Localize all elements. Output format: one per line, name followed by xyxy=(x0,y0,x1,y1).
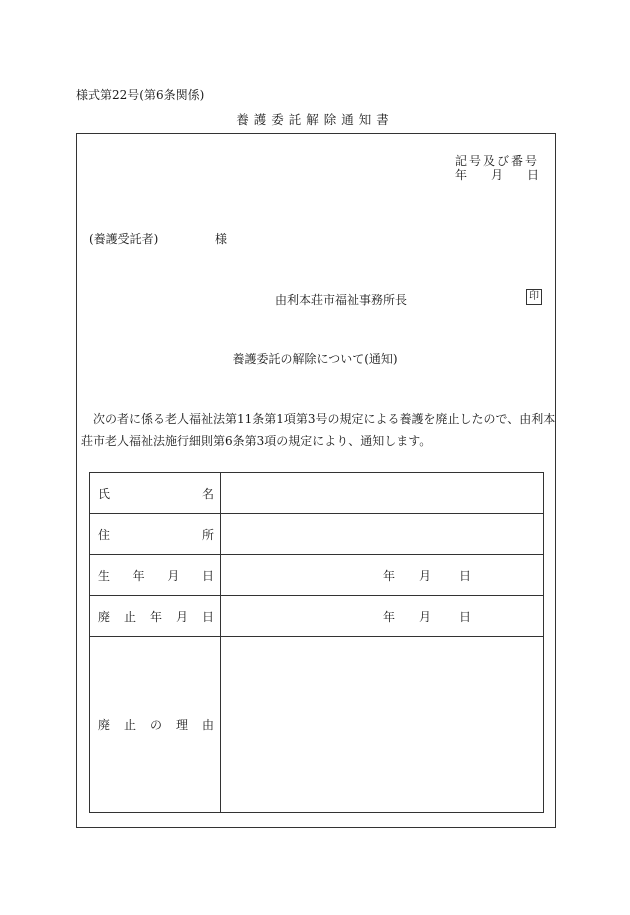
row-name xyxy=(90,473,544,514)
label-char: 氏 xyxy=(98,486,111,501)
label-char: 所 xyxy=(201,527,214,542)
issue-date-day: 日 xyxy=(526,168,539,182)
label-char: 生 xyxy=(98,568,111,583)
label-char: 月 xyxy=(167,568,180,583)
label-char: 住 xyxy=(98,527,111,542)
row-termination-reason-label xyxy=(90,637,221,813)
label-char: 廃 xyxy=(98,718,111,732)
name-value-cell[interactable] xyxy=(221,473,544,514)
termination-date-day: 日 xyxy=(459,609,472,624)
label-char: 日 xyxy=(201,609,214,624)
termination-date-month: 月 xyxy=(419,609,432,624)
row-termination-reason xyxy=(90,637,544,813)
row-termination-date xyxy=(90,596,544,637)
label-char: 止 xyxy=(123,609,136,624)
row-birth-date xyxy=(90,555,544,596)
label-char: 由 xyxy=(201,718,214,732)
label-char: 廃 xyxy=(98,609,111,624)
subject-line: 養護委託の解除について(通知) xyxy=(232,352,398,366)
addressee-label: (養護受託者) xyxy=(89,232,159,246)
birth-date-day: 日 xyxy=(459,568,472,583)
form-number: 様式第22号(第6条関係) xyxy=(76,88,205,102)
row-birth-date-label xyxy=(90,555,221,596)
label-char: 年 xyxy=(149,609,162,624)
birth-date-value-cell[interactable] xyxy=(221,555,544,596)
birth-date-month: 月 xyxy=(419,568,432,583)
label-char: 名 xyxy=(201,486,214,501)
reference-number-label: 記号及び番号 xyxy=(455,154,540,168)
termination-date-year: 年 xyxy=(383,609,396,624)
label-char: 理 xyxy=(175,718,188,732)
address-value-cell[interactable] xyxy=(221,514,544,555)
details-table xyxy=(89,472,544,813)
issue-date-month: 月 xyxy=(490,168,503,182)
body-text xyxy=(81,408,556,452)
body-line-2: 荘市老人福祉法施行細則第6条第3項の規定により、通知します。 xyxy=(81,434,432,448)
termination-date-value-cell[interactable] xyxy=(221,596,544,637)
sender-name: 由利本荘市福祉事務所長 xyxy=(275,293,408,307)
addressee-honorific: 様 xyxy=(215,232,228,246)
row-address xyxy=(90,514,544,555)
issue-date xyxy=(455,166,539,183)
label-char: 日 xyxy=(201,568,214,583)
row-address-label xyxy=(90,514,221,555)
seal-mark: 印 xyxy=(526,289,542,305)
label-char: 止 xyxy=(123,718,136,732)
row-termination-date-label xyxy=(90,596,221,637)
termination-reason-value-cell[interactable] xyxy=(221,637,544,813)
body-line-1: 次の者に係る老人福祉法第11条第1項第3号の規定による養護を廃止したので、由利本 xyxy=(93,412,556,426)
row-name-label xyxy=(90,473,221,514)
issue-date-year: 年 xyxy=(455,168,468,182)
document-title: 養護委託解除通知書 xyxy=(236,112,394,127)
label-char: 月 xyxy=(175,609,188,624)
label-char: 年 xyxy=(132,568,145,583)
birth-date-year: 年 xyxy=(383,568,396,583)
label-char: の xyxy=(149,718,162,732)
